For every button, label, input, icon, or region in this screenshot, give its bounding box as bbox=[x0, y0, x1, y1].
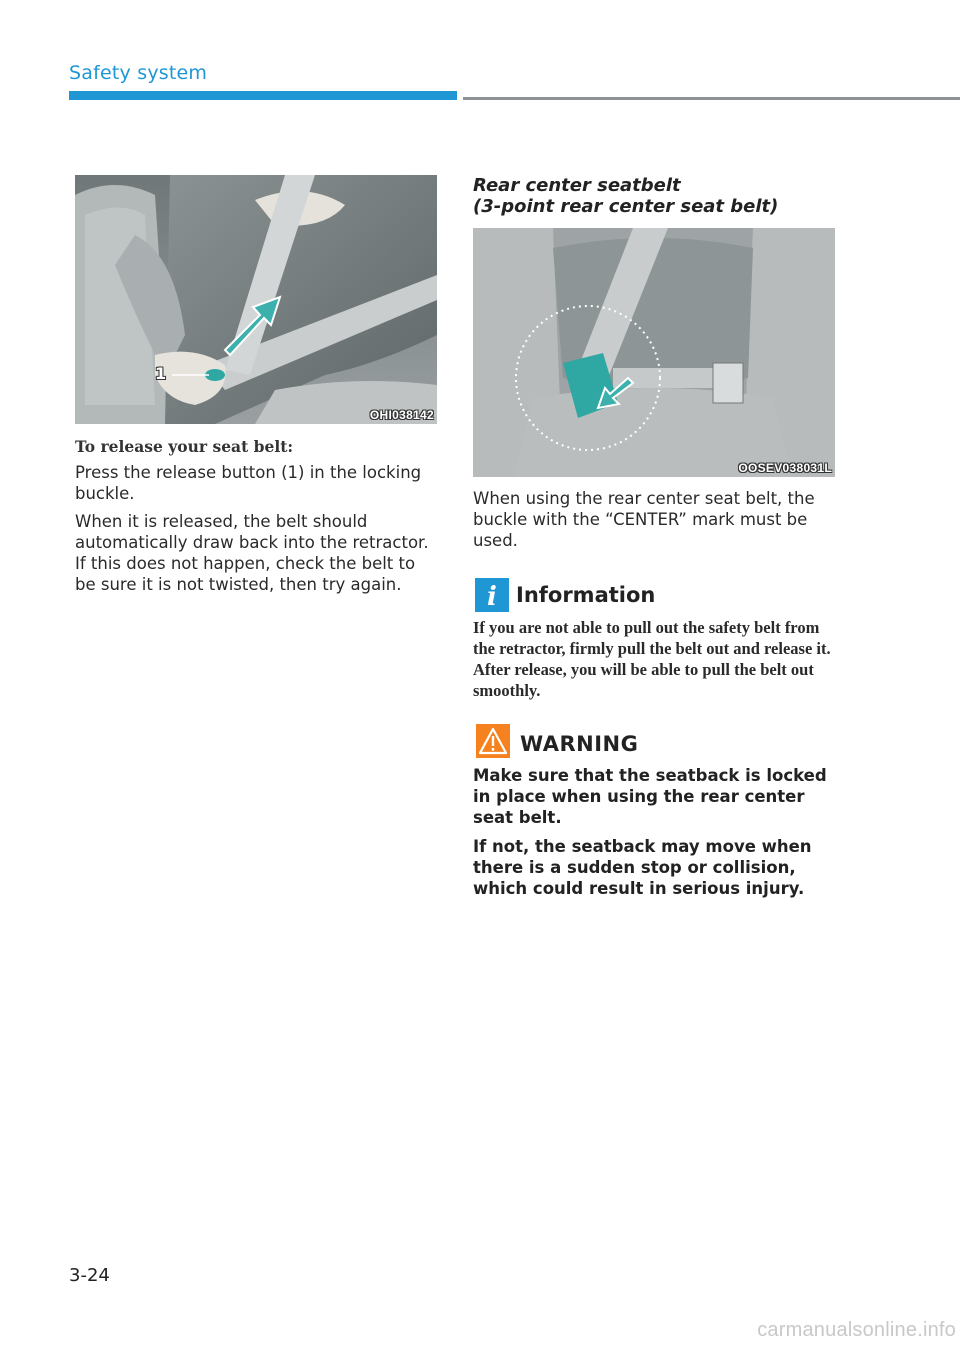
header-rule-gray bbox=[463, 97, 960, 100]
warning-triangle-icon bbox=[476, 724, 510, 758]
illustration-release-buckle bbox=[75, 175, 437, 424]
warning-text-seatback-locked: Make sure that the seatback is locked in place when using the rear center seat belt. bbox=[473, 766, 827, 827]
watermark: carmanualsonline.info bbox=[757, 1319, 956, 1341]
warning-text-seatback-move: If not, the seatback may move when there is a sudden stop or collision, which could result in serious injury. bbox=[473, 837, 812, 898]
page-number: 3-24 bbox=[69, 1265, 110, 1286]
figure-rear-center-buckle bbox=[473, 228, 835, 477]
section-title-line1: Rear center seatbelt bbox=[473, 175, 681, 196]
information-text: If you are not able to pull out the safety belt from the retractor, firmly pull the belt out and release it. After release, you will be able to pull the belt out smoothly. bbox=[473, 618, 831, 700]
paragraph-press-release: Press the release button (1) in the locking buckle. bbox=[75, 463, 422, 503]
figure-release-seat-belt bbox=[75, 175, 437, 424]
figure-code: OHI038142 bbox=[369, 408, 434, 422]
figure-callout-number: 1 bbox=[155, 364, 167, 383]
info-icon bbox=[475, 578, 509, 612]
header-rule-accent bbox=[69, 91, 457, 100]
illustration-center-buckle bbox=[473, 228, 835, 477]
warning-title: WARNING bbox=[520, 732, 639, 756]
subheading-release: To release your seat belt: bbox=[75, 437, 294, 456]
paragraph-center-mark: When using the rear center seat belt, the buckle with the “CENTER” mark must be used. bbox=[473, 489, 815, 550]
svg-text:i: i bbox=[487, 582, 497, 612]
figure-code: OOSEV038031L bbox=[738, 461, 832, 475]
section-title-rear-center-seatbelt bbox=[473, 175, 778, 217]
paragraph-belt-retract: When it is released, the belt should automatically draw back into the retractor. If this does not happen, check the belt to be sure it is not twisted, then try again. bbox=[75, 512, 429, 594]
information-title: Information bbox=[516, 583, 656, 607]
section-header-title: Safety system bbox=[69, 62, 208, 84]
section-title-line2: (3-point rear center seat belt) bbox=[473, 196, 779, 217]
